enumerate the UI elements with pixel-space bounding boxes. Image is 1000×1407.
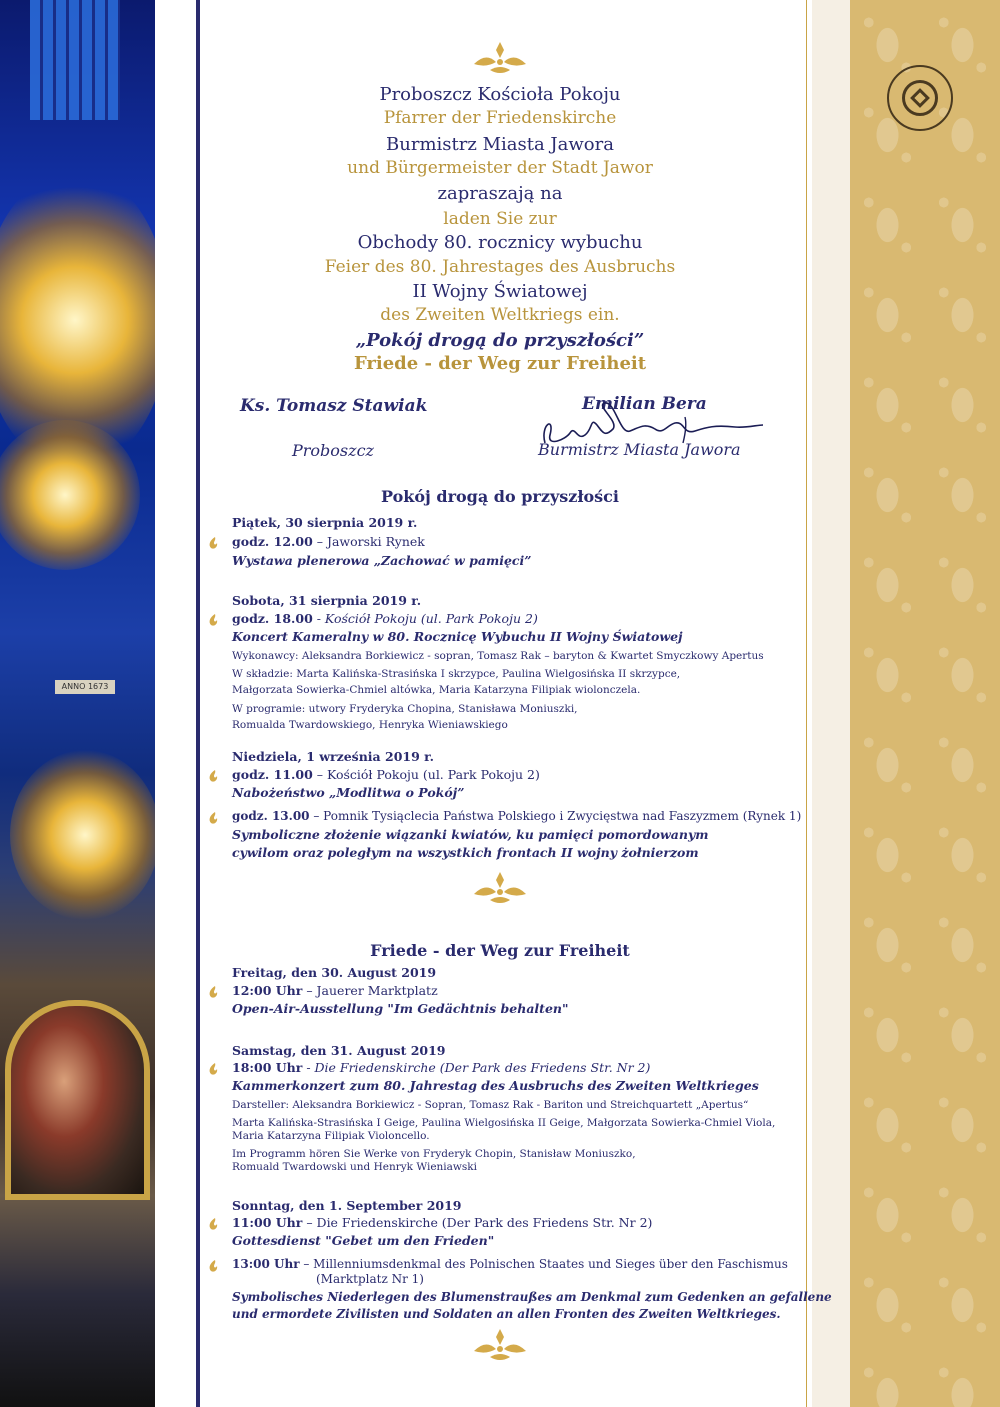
header-line-pl: II Wojny Światowej <box>412 281 588 302</box>
event-day: Sonntag, den 1. September 2019 <box>232 1198 462 1213</box>
event-detail: Małgorzata Sowierka-Chmiel altówka, Maria Katarzyna Filipiak wiolonczela. <box>232 684 641 696</box>
event-day: Freitag, den 30. August 2019 <box>232 965 437 980</box>
event-day: Sobota, 31 sierpnia 2019 r. <box>232 593 422 608</box>
altar-painting <box>5 1000 150 1200</box>
event-detail: W składzie: Marta Kalińska-Strasińska I skrzypce, Paulina Wielgosińska II skrzypce, <box>232 668 681 680</box>
motto-de: Friede - der Weg zur Freiheit <box>353 353 647 374</box>
signatory-name: Emilian Bera <box>582 394 707 414</box>
event-time: godz. 11.00 <box>232 767 313 782</box>
event-place: – Kościół Pokoju (ul. Park Pokoju 2) <box>312 767 540 782</box>
event-title: cywilom oraz poległym na wszystkich frontach II wojny żołnierzom <box>232 845 699 860</box>
chandelier <box>10 750 155 920</box>
event-time: godz. 12.00 <box>232 534 313 549</box>
motto-pl: „Pokój drogą do przyszłości” <box>355 330 645 351</box>
flame-icon <box>207 536 219 550</box>
flame-icon <box>207 613 219 627</box>
flame-icon <box>207 1062 219 1076</box>
header-line-de: laden Sie zur <box>443 209 557 229</box>
event-time: 13:00 Uhr <box>232 1257 300 1271</box>
cream-stripe <box>812 0 850 1407</box>
flame-icon <box>207 1217 219 1231</box>
header-line-de: und Bürgermeister der Stadt Jawor <box>347 158 653 178</box>
event-time: 18:00 Uhr <box>232 1060 303 1075</box>
event-detail: Wykonawcy: Aleksandra Borkiewicz - sopran, Tomasz Rak – baryton & Kwartet Smyczkowy Apertus <box>232 650 764 662</box>
event-place: - Kościół Pokoju (ul. Park Pokoju 2) <box>312 611 538 626</box>
event-time: godz. 18.00 <box>232 611 313 626</box>
flame-icon <box>207 769 219 783</box>
chandelier <box>0 420 140 570</box>
header-line-pl: Proboszcz Kościoła Pokoju <box>379 84 621 105</box>
event-place: - Die Friedenskirche (Der Park des Friedens Str. Nr 2) <box>302 1060 651 1075</box>
event-title: Open-Air-Ausstellung "Im Gedächtnis behalten" <box>232 1001 569 1016</box>
gold-pattern-panel <box>850 0 1000 1407</box>
flame-icon <box>207 985 219 999</box>
event-detail: W programie: utwory Fryderyka Chopina, Stanisława Moniuszki, <box>232 703 578 715</box>
event-detail: Darsteller: Aleksandra Borkiewicz - Sopran, Tomasz Rak - Bariton und Streichquartett „Apertus“ <box>232 1099 749 1111</box>
world-heritage-emblem-icon <box>887 65 953 131</box>
event-title: Symbolisches Niederlegen des Blumenstraußes am Denkmal zum Gedenken an gefallene <box>232 1290 832 1304</box>
section-title: Pokój drogą do przyszłości <box>381 487 619 506</box>
event-time: godz. 13.00 <box>232 809 310 823</box>
header-line-de: Feier des 80. Jahrestages des Ausbruchs <box>324 257 676 277</box>
ornament-icon <box>470 1325 530 1365</box>
event-detail: Im Programm hören Sie Werke von Fryderyk Chopin, Stanisław Moniuszko, <box>232 1148 636 1160</box>
event-detail: Romualda Twardowskiego, Henryka Wieniawskiego <box>232 719 508 731</box>
photo-date-label: ANNO 1673 <box>55 680 115 694</box>
event-day: Samstag, den 31. August 2019 <box>232 1043 446 1058</box>
header-line-pl: Obchody 80. rocznicy wybuchu <box>357 232 643 253</box>
ornament-icon <box>470 38 530 78</box>
event-title: Kammerkonzert zum 80. Jahrestag des Ausbruchs des Zweiten Weltkrieges <box>232 1078 759 1093</box>
event-place: – Jaworski Rynek <box>312 534 425 549</box>
event-detail: Maria Katarzyna Filipiak Violoncello. <box>232 1130 430 1142</box>
header-line-de: des Zweiten Weltkriegs ein. <box>380 305 620 325</box>
event-place: (Marktplatz Nr 1) <box>316 1272 424 1286</box>
event-title: Gottesdienst "Gebet um den Frieden" <box>232 1233 495 1248</box>
event-day: Piątek, 30 sierpnia 2019 r. <box>232 515 418 530</box>
signatory-role: Burmistrz Miasta Jawora <box>538 440 741 459</box>
handwritten-signature <box>535 395 770 455</box>
event-title: Symboliczne złożenie wiązanki kwiatów, ku pamięci pomordowanym <box>232 827 709 842</box>
event-time: 11:00 Uhr <box>232 1215 303 1230</box>
event-time: 12:00 Uhr <box>232 983 303 998</box>
divider <box>155 0 161 1407</box>
event-title: Wystawa plenerowa „Zachować w pamięci” <box>232 553 532 568</box>
event-title: und ermordete Zivilisten und Soldaten an allen Fronten des Zweiten Weltkrieges. <box>232 1307 781 1321</box>
event-detail: Marta Kalińska-Strasińska I Geige, Paulina Wielgosińska II Geige, Małgorzata Sowierka-Chmiel Viola, <box>232 1117 776 1129</box>
frame-line-right <box>806 0 807 1407</box>
event-title: Nabożeństwo „Modlitwa o Pokój” <box>232 785 465 800</box>
event-title: Koncert Kameralny w 80. Rocznicę Wybuchu II Wojny Światowej <box>232 629 683 644</box>
flame-icon <box>207 1259 219 1273</box>
event-place: – Die Friedenskirche (Der Park des Friedens Str. Nr 2) <box>302 1215 653 1230</box>
event-detail: Romuald Twardowski und Henryk Wieniawski <box>232 1161 478 1173</box>
church-interior-photo <box>0 0 155 1407</box>
stained-glass-window <box>30 0 120 120</box>
event-place: – Jauerer Marktplatz <box>302 983 438 998</box>
header-line-pl: zapraszają na <box>437 183 563 204</box>
flame-icon <box>207 811 219 825</box>
event-place: – Pomnik Tysiąclecia Państwa Polskiego i Zwycięstwa nad Faszyzmem (Rynek 1) <box>309 809 802 823</box>
signatory-name: Ks. Tomasz Stawiak <box>240 396 428 416</box>
header-line-de: Pfarrer der Friedenskirche <box>383 108 617 128</box>
event-place: – Millenniumsdenkmal des Polnischen Staates und Sieges über den Faschismus <box>299 1257 788 1271</box>
ornament-icon <box>470 868 530 908</box>
section-title: Friede - der Weg zur Freiheit <box>370 941 630 960</box>
event-day: Niedziela, 1 września 2019 r. <box>232 749 434 764</box>
signatory-role: Proboszcz <box>292 441 374 460</box>
header-line-pl: Burmistrz Miasta Jawora <box>386 134 614 155</box>
